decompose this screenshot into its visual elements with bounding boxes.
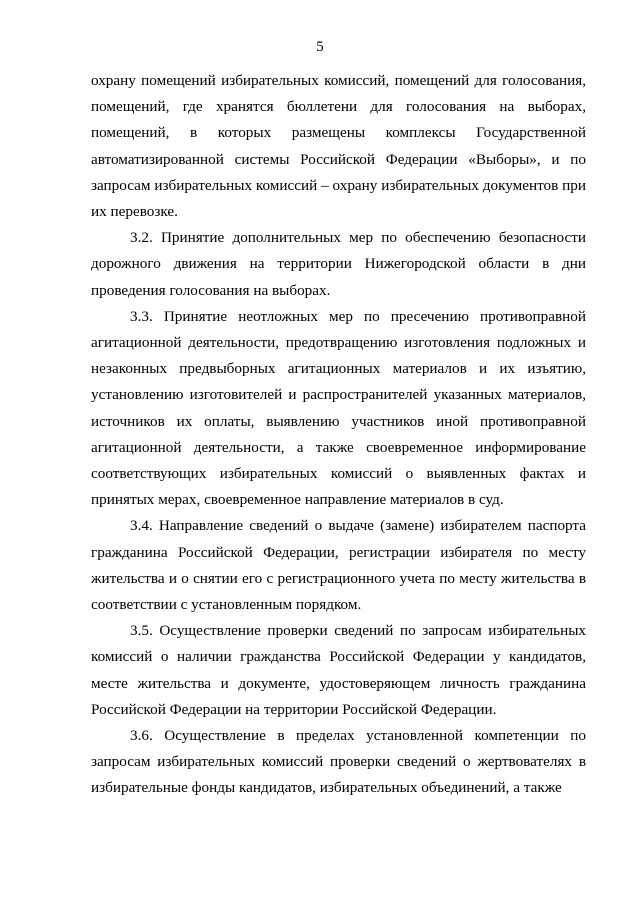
page-number: 5 <box>316 39 324 55</box>
paragraph-3-5: 3.5. Осуществление проверки сведений по запросам избирательных комиссий о наличии гражданства Российской Федерации у кандидатов, месте жительства и документе, удостоверяющем личность гражданина Российской Федерации на территории Российской Федерации. <box>91 622 586 718</box>
paragraph-3-6: 3.6. Осуществление в пределах установленной компетенции по запросам избирательных комиссий проверки сведений о жертвователях в избирательные фонды кандидатов, избирательных объединений, а также <box>91 727 586 797</box>
paragraph-3-2: 3.2. Принятие дополнительных мер по обеспечению безопасности дорожного движения на территории Нижегородской области в дни проведения голосования на выборах. <box>91 229 586 299</box>
paragraph-3-4: 3.4. Направление сведений о выдаче (замене) избирателем паспорта гражданина Российской Федерации, регистрации избирателя по месту жительства и о снятии его с регистрационного учета по месту жительства в соответствии с установленным порядком. <box>91 517 586 614</box>
document-body <box>91 68 586 802</box>
paragraph-continuation: охрану помещений избирательных комиссий, помещений для голосования, помещений, где хранятся бюллетени для голосования на выборах, помещений, в которых размещены комплексы Государственной автоматизированной системы Российской Федерации «Выборы», и по запросам избирательных комиссий – охрану избирательных документов при их перевозке. <box>91 72 586 221</box>
paragraph-3-3: 3.3. Принятие неотложных мер по пресечению противоправной агитационной деятельности, предотвращению изготовления подложных и незаконных предвыборных агитационных материалов и их изъятию, установлению изготовителей и распространителей указанных материалов, источников их оплаты, выявлению участников иной противоправной агитационной деятельности, а также своевременное информирование соответствующих избирательных комиссий о выявленных фактах и принятых мерах, своевременное направление материалов в суд. <box>91 307 586 509</box>
